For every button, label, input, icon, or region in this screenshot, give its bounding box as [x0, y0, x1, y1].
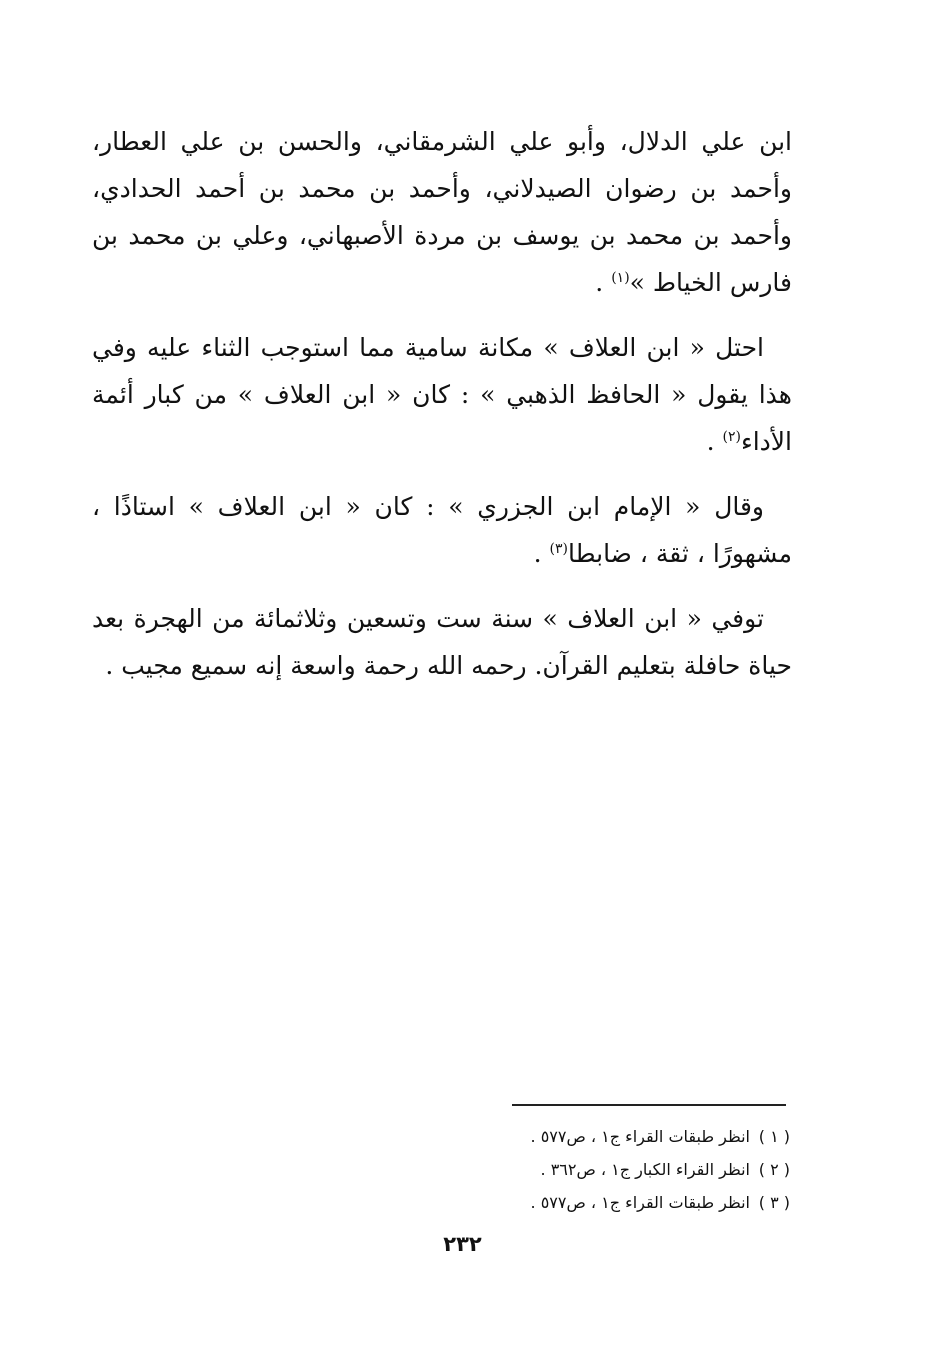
footnotes: [420, 1120, 790, 1219]
footnote-item: [420, 1153, 790, 1186]
footnote-item: [420, 1120, 790, 1153]
paragraph-text: وقال « الإمام ابن الجزري » : كان « ابن العلاف » استاذًا ، مشهورًا ، ثقة ، ضابطا: [92, 492, 792, 568]
paragraph-end: .: [706, 427, 723, 456]
paragraph-4: [92, 595, 792, 689]
footnote-ref[interactable]: (٣): [549, 541, 568, 557]
paragraph-end: .: [533, 539, 550, 568]
footnote-text: انظر القراء الكبار ج١ ، ص٣٦٢ .: [540, 1160, 750, 1179]
footnote-number: ( ٢ ): [758, 1160, 790, 1179]
footnote-number: ( ٣ ): [758, 1193, 790, 1212]
footnote-ref[interactable]: (٢): [722, 429, 741, 445]
paragraph-3: [92, 483, 792, 577]
footnote-ref[interactable]: (١): [611, 270, 630, 286]
footnote-number: ( ١ ): [758, 1127, 790, 1146]
footnote-divider: [512, 1104, 786, 1106]
paragraph-text: احتل « ابن العلاف » مكانة سامية مما استوجب الثناء عليه وفي هذا يقول « الحافظ الذهبي » : كان « ابن العلاف » من كبار أئمة الأداء: [92, 333, 792, 456]
footnote-text: انظر طبقات القراء ج١ ، ص٥٧٧ .: [530, 1193, 750, 1212]
footnote-text: انظر طبقات القراء ج١ ، ص٥٧٧ .: [530, 1127, 750, 1146]
footnote-item: [420, 1186, 790, 1219]
paragraph-end: .: [595, 268, 612, 297]
page-number: ٢٣٢: [443, 1232, 482, 1256]
paragraph-1: [92, 118, 792, 306]
main-text: [92, 118, 792, 707]
paragraph-text: توفي « ابن العلاف » سنة ست وتسعين وثلاثمائة من الهجرة بعد حياة حافلة بتعليم القرآن. رحمه الله رحمة واسعة إنه سميع مجيب .: [92, 604, 792, 680]
paragraph-text: ابن علي الدلال، وأبو علي الشرمقاني، والحسن بن علي العطار، وأحمد بن رضوان الصيدلاني، وأحمد بن محمد بن أحمد الحدادي، وأحمد بن محمد بن يوسف بن مردة الأصبهاني، وعلي بن محمد بن فارس الخياط »: [92, 127, 792, 297]
paragraph-2: [92, 324, 792, 465]
